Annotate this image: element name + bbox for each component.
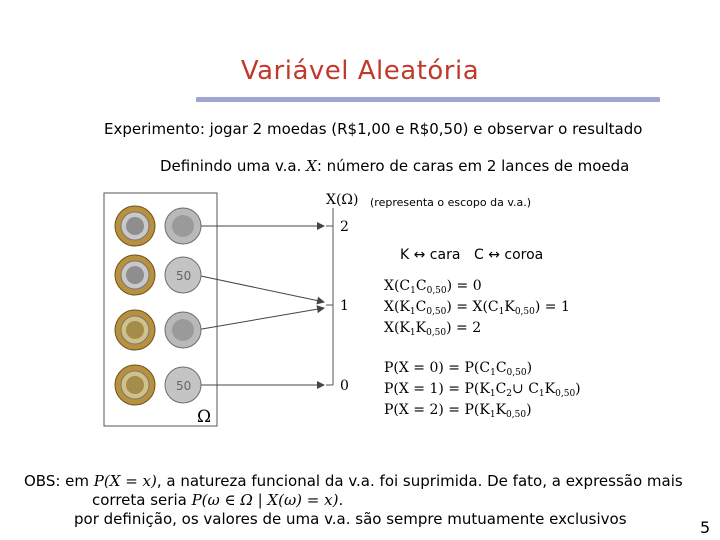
coin-row-4 <box>115 365 201 405</box>
p1-s1: 1 <box>489 389 496 399</box>
arrow-row2 <box>196 275 324 302</box>
eq1-s1: 1 <box>409 307 416 317</box>
p0-a: P(X = 0) = P(C <box>384 360 491 376</box>
obs-line-1 <box>24 472 683 491</box>
eq2-lhs: X(K <box>384 320 410 336</box>
p0-s2: 0,50 <box>506 368 527 378</box>
p1-s2: 2 <box>506 389 513 399</box>
p0-c: ) <box>526 360 533 376</box>
axis-label-0: 0 <box>340 378 349 394</box>
eq0-rhs: ) = 0 <box>446 278 482 294</box>
eq0-s1: 1 <box>410 286 416 296</box>
p2-s1: 1 <box>489 410 496 420</box>
p1-b: C <box>495 381 507 397</box>
omega-symbol: Ω <box>197 407 212 427</box>
slide-title: Variável Aleatória <box>240 56 480 86</box>
coin-row-2 <box>115 255 201 295</box>
arrow-row3 <box>196 308 324 330</box>
eq2-rhs: ) = 2 <box>446 320 482 336</box>
p0-b: C <box>495 360 507 376</box>
mapping-eq-1 <box>384 299 570 320</box>
p2-s2: 0,50 <box>506 410 527 420</box>
eq2-m: K <box>415 320 427 336</box>
coin-label-1: 50 <box>176 269 192 283</box>
obs1-prefix: OBS: em <box>24 472 94 490</box>
obs1-math: P(X = x) <box>93 472 157 490</box>
mapping-equations <box>384 278 570 341</box>
p1-d: K <box>544 381 556 397</box>
p1-s3: 1 <box>538 389 545 399</box>
definition-suffix: : número de caras em 2 lances de moeda <box>316 157 630 175</box>
eq2-s2: 0,50 <box>426 328 447 338</box>
p2-c: ) <box>526 402 532 418</box>
legend-coroa: C ↔ coroa <box>474 247 544 263</box>
eq0-m: C <box>415 278 427 294</box>
eq1-rhs: ) = X(C <box>446 299 499 315</box>
coin-row-1 <box>115 206 201 246</box>
p1-a: P(X = 1) = P(K <box>384 381 490 397</box>
p1-s4: 0,50 <box>555 389 576 399</box>
coin-row-3 <box>115 310 201 350</box>
x-omega-note: (representa o escopo da v.a.) <box>370 196 532 209</box>
definition-prefix: Definindo uma v.a. <box>160 157 307 175</box>
obs2-prefix: correta seria <box>92 491 192 509</box>
eq0-lhs: X(C <box>384 278 411 294</box>
x-omega-label: X(Ω) <box>326 192 359 208</box>
p0-s1: 1 <box>490 368 496 378</box>
definition-var: X <box>306 157 317 175</box>
eq2-s1: 1 <box>409 328 416 338</box>
experiment-text: Experimento: jogar 2 moedas (R$1,00 e R$0,50) e observar o resultado <box>104 120 643 138</box>
obs1-suffix: , a natureza funcional da v.a. foi suprimida. De fato, a expressão mais <box>156 472 683 490</box>
obs2-suffix: . <box>338 491 344 509</box>
prob-eq-2 <box>384 402 581 423</box>
eq1-m2: K <box>504 299 515 315</box>
coin-label-2: 50 <box>176 379 192 393</box>
page-number: 5 <box>700 518 711 537</box>
axis-label-1: 1 <box>340 298 349 314</box>
eq1-lhs: X(K <box>384 299 410 315</box>
mapping-eq-0 <box>384 278 570 299</box>
eq1-m: C <box>415 299 427 315</box>
obs2-math: P(ω ∈ Ω | X(ω) = x) <box>191 491 339 509</box>
prob-eq-0 <box>384 360 581 381</box>
obs-line-3: por definição, os valores de uma v.a. são sempre mutuamente exclusivos <box>74 510 627 528</box>
eq0-s2: 0,50 <box>426 286 447 296</box>
obs-line-2 <box>24 491 683 510</box>
probability-equations <box>384 360 581 423</box>
p1-c: ∪ C <box>512 381 539 397</box>
eq1-s4: 0,50 <box>514 307 535 317</box>
legend-cara: K ↔ cara <box>400 247 461 263</box>
obs-note <box>24 472 683 529</box>
p2-b: K <box>495 402 507 418</box>
p1-e: ) <box>575 381 581 397</box>
mapping-eq-2 <box>384 320 570 341</box>
axis-label-2: 2 <box>340 219 349 235</box>
eq1-s3: 1 <box>498 307 505 317</box>
eq1-s2: 0,50 <box>426 307 447 317</box>
eq1-end: ) = 1 <box>534 299 570 315</box>
p2-a: P(X = 2) = P(K <box>384 402 490 418</box>
prob-eq-1 <box>384 381 581 402</box>
